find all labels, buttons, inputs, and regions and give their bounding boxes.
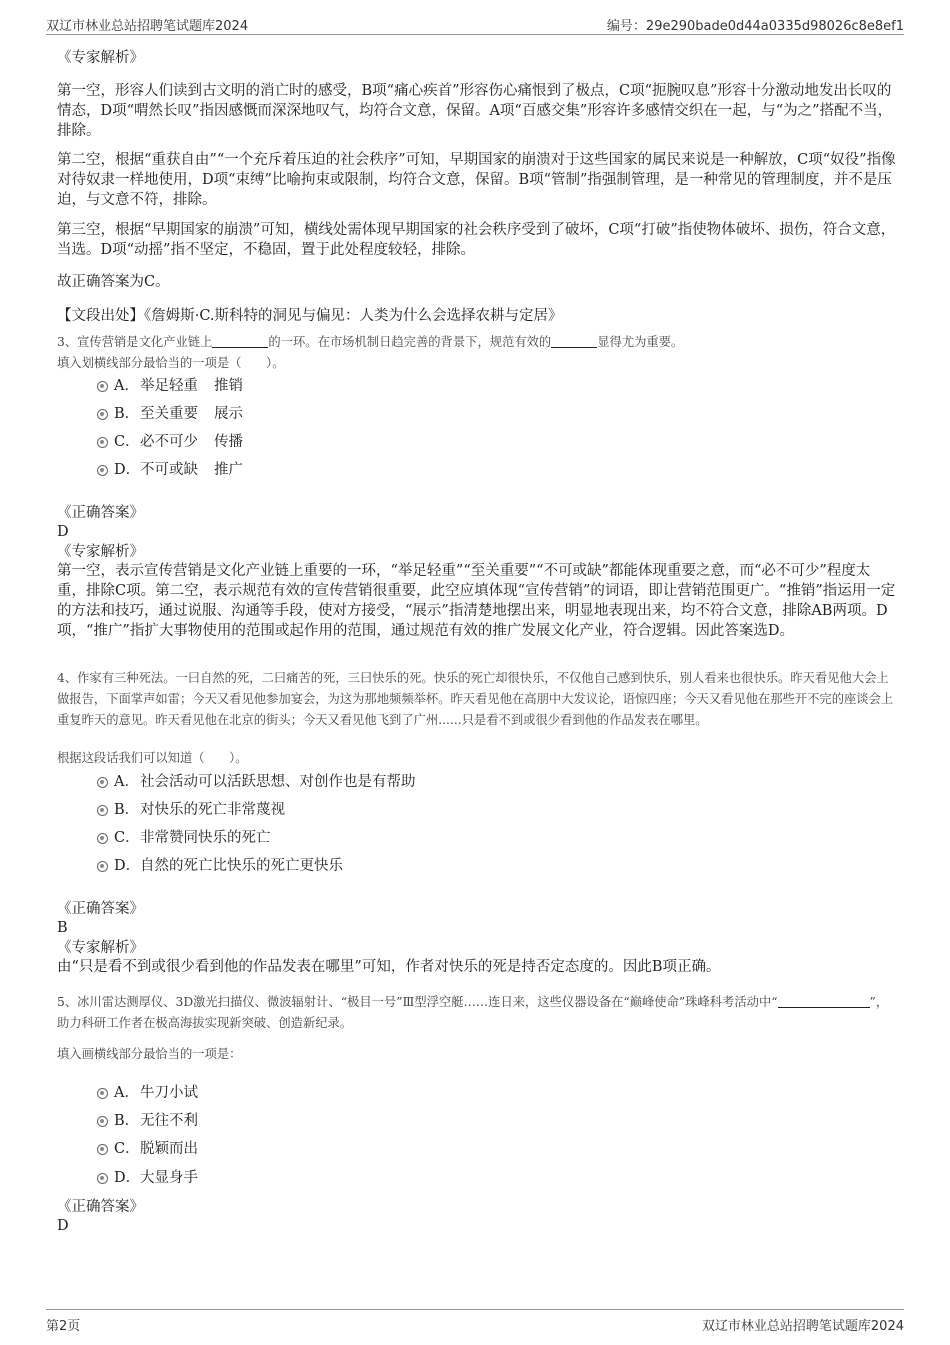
- option-key: C．: [114, 434, 140, 450]
- q5-stem-part1: 5、冰川雷达测厚仪、3D激光扫描仪、微波辐射计、“极目一号”Ⅲ型浮空艇……连日来，这些仪器设备在“巅峰使命”珠峰科考活动中“: [57, 995, 778, 1009]
- q3-option-a[interactable]: [97, 376, 243, 396]
- option-key: A．: [114, 774, 139, 790]
- option-word-2: 展示: [214, 406, 243, 422]
- header-doc-title: 双辽市林业总站招聘笔试题库2024: [46, 19, 249, 34]
- q3-stem-part2: 的一环。在市场机制日趋完善的背景下，规范有效的: [268, 335, 552, 349]
- option-key: A．: [114, 1085, 139, 1101]
- q4-analysis: 由“只是看不到或很少看到他的作品发表在哪里”可知，作者对快乐的死是持否定态度的。因此B项正确。: [57, 959, 721, 975]
- option-word-1: 不可或缺: [140, 462, 198, 478]
- option-text: 社会活动可以活跃思想、对创作也是有帮助: [140, 774, 416, 790]
- q4-option-d[interactable]: [97, 856, 343, 876]
- radio-icon[interactable]: [97, 805, 108, 816]
- option-word-2: 推销: [214, 378, 243, 394]
- prev-analysis-p1: 第一空，形容人们读到古文明的消亡时的感受，B项“痛心疾首”形容伤心痛恨到了极点，C项“扼腕叹息”形容十分激动地发出长叹的情态，D项“喟然长叹”指因感慨而深深地叹气，均符合文意，保留。A项“百感交集”形容许多感情交织在一起，与“为之”搭配不当，排除。: [57, 83, 893, 139]
- header-doc-id: 编号：29e290bade0d44a0335d98026c8e8ef1: [606, 19, 904, 34]
- option-key: D．: [114, 462, 141, 478]
- q3-option-d[interactable]: [97, 460, 243, 480]
- q5-prompt: 填入画横线部分最恰当的一项是：: [57, 1047, 242, 1061]
- prev-source: 【文段出处】《詹姆斯·C.斯科特的洞见与偏见：人类为什么会选择农耕与定居》: [57, 308, 563, 324]
- option-word-2: 传播: [214, 434, 243, 450]
- q5-answer: D: [57, 1218, 69, 1234]
- option-key: C．: [114, 1141, 140, 1157]
- q4-prompt: 根据这段话我们可以知道（ ）。: [57, 751, 248, 765]
- option-text: 非常赞同快乐的死亡: [140, 830, 271, 846]
- footer-doc-title: 双辽市林业总站招聘笔试题库2024: [701, 1319, 904, 1334]
- q3-blank-1: [212, 333, 268, 348]
- option-key: D．: [114, 858, 141, 874]
- q3-stem-part3: 显得尤为重要。: [597, 335, 684, 349]
- radio-icon[interactable]: [97, 833, 108, 844]
- radio-icon[interactable]: [97, 1088, 108, 1099]
- q5-stem-part2: ”，助力科研工作者在极高海拔实现新突破、创造新纪录。: [57, 995, 889, 1030]
- prev-conclusion: 故正确答案为C。: [57, 274, 170, 290]
- option-key: B．: [114, 406, 140, 422]
- q3-option-b[interactable]: [97, 404, 243, 424]
- q3-stem-part1: 3、宣传营销是文化产业链上: [57, 335, 213, 349]
- q4-answer-title: 《正确答案》: [57, 901, 144, 917]
- option-key: A．: [114, 378, 139, 394]
- radio-icon[interactable]: [97, 437, 108, 448]
- prev-analysis-p2: 第二空，根据“重获自由”“一个充斥着压迫的社会秩序”可知，早期国家的崩溃对于这些国家的属民来说是一种解放，C项“奴役”指像对待奴隶一样地使用，D项“束缚”比喻拘束或限制，均符合文意，保留。B项“管制”指强制管理，是一种常见的管理制度，并不是压迫，与文意不符，排除。: [57, 152, 896, 208]
- q3-stem: [57, 332, 897, 353]
- q5-option-c[interactable]: [97, 1139, 198, 1159]
- q4-analysis-title: 《专家解析》: [57, 940, 144, 956]
- q4-option-a[interactable]: [97, 772, 416, 792]
- option-word-1: 必不可少: [140, 434, 198, 450]
- option-text: 无往不利: [140, 1113, 198, 1129]
- option-key: D．: [114, 1170, 141, 1186]
- q3-option-c[interactable]: [97, 432, 243, 452]
- option-word-1: 举足轻重: [140, 378, 198, 394]
- q3-analysis: 第一空，表示宣传营销是文化产业链上重要的一环，“举足轻重”“至关重要”“不可或缺”都能体现重要之意，而“必不可少”程度太重，排除C项。第二空，表示规范有效的宣传营销很重要，此空应填体现“宣传营销”的词语，即让营销范围更广。“推销”指运用一定的方法和技巧，通过说服、沟通等手段，使对方接受，“展示”指清楚地摆出来，明显地表现出来，均不符合文意，排除AB两项。D项，“推广”指扩大事物使用的范围或起作用的范围，通过规范有效的推广发展文化产业，符合逻辑。因此答案选D。: [57, 563, 896, 639]
- q4-option-b[interactable]: [97, 800, 285, 820]
- radio-icon[interactable]: [97, 777, 108, 788]
- q3-answer: D: [57, 524, 69, 540]
- q5-option-d[interactable]: [97, 1168, 198, 1188]
- option-word-1: 至关重要: [140, 406, 198, 422]
- q3-analysis-title: 《专家解析》: [57, 544, 144, 560]
- radio-icon[interactable]: [97, 861, 108, 872]
- option-key: B．: [114, 802, 140, 818]
- option-text: 对快乐的死亡非常蔑视: [140, 802, 285, 818]
- q5-option-a[interactable]: [97, 1083, 198, 1103]
- q4-option-c[interactable]: [97, 828, 271, 848]
- q4-answer: B: [57, 920, 68, 936]
- q3-prompt: 填入划横线部分最恰当的一项是（ ）。: [57, 356, 285, 370]
- option-text: 大显身手: [140, 1170, 198, 1186]
- radio-icon[interactable]: [97, 381, 108, 392]
- q5-blank: [778, 993, 870, 1008]
- radio-icon[interactable]: [97, 1144, 108, 1155]
- radio-icon[interactable]: [97, 1116, 108, 1127]
- page-footer: [46, 1309, 904, 1340]
- q3-answer-title: 《正确答案》: [57, 505, 144, 521]
- radio-icon[interactable]: [97, 1173, 108, 1184]
- q5-answer-title: 《正确答案》: [57, 1199, 144, 1215]
- option-key: C．: [114, 830, 140, 846]
- radio-icon[interactable]: [97, 409, 108, 420]
- q3-blank-2: [551, 333, 597, 348]
- q5-stem: [57, 992, 897, 1034]
- prev-analysis-p3: 第三空，根据“早期国家的崩溃”可知，横线处需体现早期国家的社会秩序受到了破坏，C项“打破”指使物体破坏、损伤，符合文意，当选。D项“动摇”指不坚定，不稳固，置于此处程度较轻，排除。: [57, 222, 896, 258]
- page-header: [46, 12, 904, 35]
- radio-icon[interactable]: [97, 465, 108, 476]
- q4-stem: 4、作家有三种死法。一曰自然的死，二曰痛苦的死，三曰快乐的死。快乐的死亡却很快乐，不仅他自己感到快乐，别人看来也很快乐。昨天看见他大会上做报告，下面掌声如雷；今天又看见他参加宴会，为这为那地频频举杯。昨天看见他在高朋中大发议论，语惊四座；今天又看见他在那些开不完的座谈会上重复昨天的意见。昨天看见他在北京的街头；今天又看见他飞到了广州......只是看不到或很少看到他的作品发表在哪里。: [57, 671, 894, 727]
- option-text: 自然的死亡比快乐的死亡更快乐: [140, 858, 343, 874]
- option-text: 脱颖而出: [140, 1141, 198, 1157]
- option-word-2: 推广: [214, 462, 243, 478]
- option-text: 牛刀小试: [140, 1085, 198, 1101]
- option-key: B．: [114, 1113, 140, 1129]
- page-number: 第2页: [46, 1319, 81, 1334]
- q5-option-b[interactable]: [97, 1111, 198, 1131]
- prev-analysis-title: 《专家解析》: [57, 50, 144, 66]
